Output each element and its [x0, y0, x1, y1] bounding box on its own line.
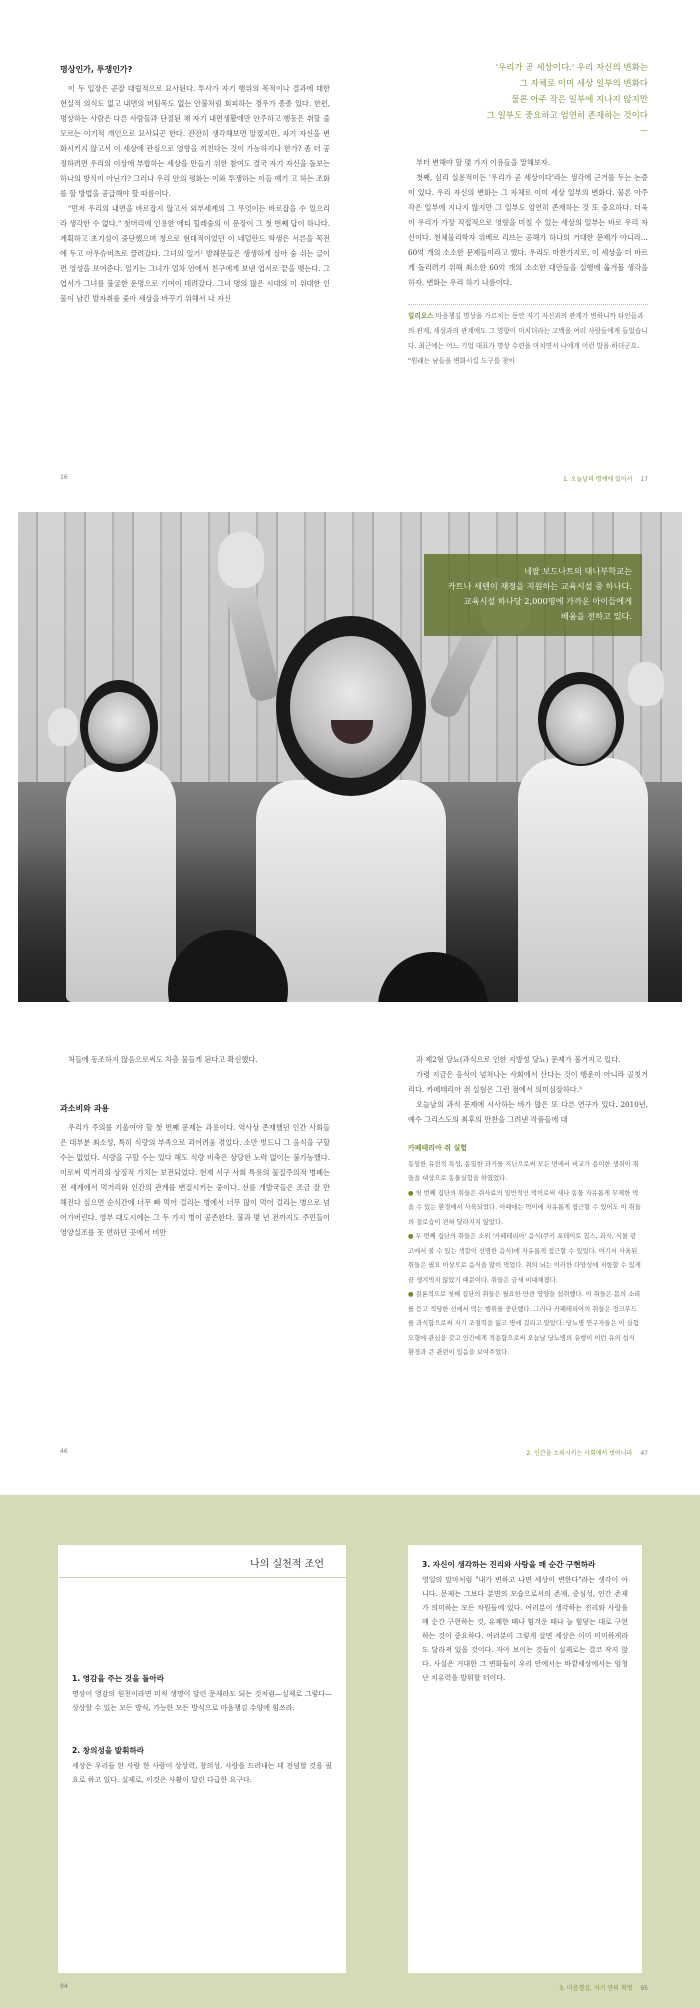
child-right-body	[518, 758, 648, 1002]
caption-line: 카트나 세텐이 재정을 지원하는 교육시설 중 하나다.	[447, 581, 632, 591]
caption-line: 네팔 보드나트의 대나부학교는	[523, 566, 632, 576]
running-footer-right	[563, 474, 648, 483]
section-heading: 명상인가, 투쟁인가?	[60, 65, 133, 74]
folio-right: 95	[640, 1985, 648, 1992]
infobox-item-text: 결론적으로 첫째 집단의 취들은 필요한 만큼 영양을 섭취했다. 이 취들은 몸의 소리를 듣고 적당한 선에서 먹는 행위를 중단했다. 그러나 카페테리아의 취들은 정크푸드를 과식함으로써 자기 조절력을 잃고 병에 걸리고 말았다. 당뇨병 연구자들은 이 실험 모형에 관심을 갖고 인간에게 적용함으로써 오늘날 당뇨병의 유행이 이런 유의 섭식 환경과 큰 관련이 있음을 보여주었다.	[408, 1291, 641, 1356]
paragraph: "먼저 우리의 내면을 바로잡지 않고서 외부세계의 그 무엇이든 바로잡을 수 있으리라 생각한 수 없다." 첫머리에 인용한 에티 힐레숨의 이 문장이 그 첫 번째 답이 하나다. 계획하고 초기성이 중단했으며 청으로 현대적이었던 이 네덜란드 학생은 서른을 목전에 두고 아우슈비츠로 끌려갔다. 그녀의 일기¹ 발췌문들은 생생하게 살아 숨 쉬는 글이면 영성을 보여준다. 일기는 그녀가 열차 안에서 친구에게 보낸 엽서로 끝을 맺는다. 그 엽서가 그녀를 불굴한 운명으로 기여이 데려갔다. 그녀 명의 많은 시대의 이 위대한 인물이 남긴 발자취를 좇아 세상을 바꾸기 위해서 나 자신	[60, 204, 330, 303]
photo-caption	[424, 554, 642, 636]
children-photo	[18, 512, 682, 1002]
advice-section	[72, 1673, 332, 1715]
bullet-icon: ●	[408, 1291, 416, 1298]
section-heading: 과소비와 과용	[60, 1104, 110, 1113]
child-left-body	[66, 762, 176, 1002]
paragraph: 우리가 주의를 기울여야 할 첫 번째 문제는 과용이다. 역사상 존재했던 인간 사회들은 대부분 최소성, 특히 식량의 부족으로 괴어려움 겪었다. 소만 벗드니 그 음식을 구할 수는 없었다. 식량을 구할 수는 있다 해도 식량 비축은 상당한 노력 없이는 불가능했다. 이로써 먹거리의 상징적 가치는 보전되었다. 현재 서구 사회 특유의 물질주의적 병폐는 전 세계에서 먹거리와 인간의 관계를 변질시키는 중이다. 선를 개발국들은 조금 잘 만해진다 싶으면 순식간에 너무 빠 먹어 걸리는 병에서 너무 많이 먹어 걸리는 병으로 넘어가버린다. 영부 대도시에는 그 두 가지 병이 공존한다. 불과 몇 년 전까지도 주민들이 영양실조를 못 면하던 곳에서 비만	[60, 1123, 330, 1237]
spread-2	[0, 1010, 700, 1480]
bullet-icon: ●	[408, 1233, 416, 1240]
paragraph: 가령 지금은 음식이 넘쳐나는 사회에서 산다는 것이 행운이 아니라 골칫거리다. 카페테리아 쥐 실험은 그런 점에서 의미심장하다.³	[408, 1070, 648, 1094]
paragraph: 처들에 동조하지 않음으로써도 차츰 물들게 된다고 확신했다.	[68, 1055, 258, 1064]
caption-line: 배움을 전하고 있다.	[560, 611, 632, 621]
card-title-divider	[58, 1577, 346, 1578]
child-left-hand	[48, 708, 78, 746]
page-46	[60, 1052, 330, 1240]
advice-heading: 3. 자신이 생각하는 진리와 사랑을 매 순간 구현하라	[422, 1560, 596, 1569]
child-left-face	[88, 692, 150, 764]
infobox-title: 카페테리아 쥐 실험	[408, 1144, 467, 1152]
advice-heading: 2. 창의성을 발휘하라	[72, 1746, 145, 1755]
folio-left: 94	[60, 1983, 68, 1990]
advice-section	[72, 1745, 332, 1787]
pull-quote-line: 그 일부도 중요하고 엄연히 존재하는 것이다	[486, 111, 648, 121]
sidebar-term: 일리오스	[408, 312, 434, 320]
folio-right: 17	[640, 476, 648, 483]
body-text	[60, 1120, 330, 1240]
experiment-infobox	[408, 1137, 648, 1365]
infobox-item	[408, 1187, 642, 1231]
body-text	[408, 1052, 648, 1127]
advice-text: 명상이 영감의 원천이라면 미적 생명이 달린 문제라도 되는 것처럼—실제로 그렇다—상상할 수 있는 모든 방식, 가능한 모든 방식으로 마음챙김 수양에 힘쓰라.	[72, 1690, 332, 1712]
advice-card-left	[58, 1545, 346, 1973]
infobox-item	[408, 1230, 642, 1288]
sidebar-text: 마음챙김 명상을 가르치는 동안 자기 자신과의 관계가 변하니까 타인들과의 관계, 세상과의 관계에도 그 영향이 미치더라는 고백을 여러 사람들에게 들었습니다. 최근에는 어느 기업 대표가 명상 수련을 마치면서 나에게 이런 말을 하더군요. "원래는 남들을 변화시킬 도구를 찾아	[408, 312, 648, 365]
page-17	[408, 60, 648, 369]
spread-1	[0, 0, 700, 505]
child-center-left-hand	[218, 532, 264, 588]
body-text	[60, 1052, 330, 1067]
paragraph: 이 두 입장은 곧잘 대립적으로 묘사된다. 투사가 자기 행위의 목적이나 결과에 대한 현실적 의식도 없고 내면의 버팀목도 없는 안불처럼 회피하는 경우가 종종 있다. 한편, 명상하는 사람은 다른 사람들과 단절된 채 자기 내면생활에만 안주하고 행동은 취할 줄 모르는 이기적 개인으로 묘사되곤 한다. 잔잔히 생각해보면 알겠지만, 자기 자신을 변화시키지 않고서 이 세상에 관심으로 영향을 끼친다는 것이 가능하기나 한가? 좀 더 공정하려면 우리의 이상에 부합하는 세상을 만들기 위한 참여도 결국 자기 자신을 돌보는 하나의 방식이 아닌가? 그러나 우리 안의 평화는 이와 투쟁하는 이들 얘기 고 하는 조화를 할 방법을 공급해야 할 따름이다.	[60, 84, 330, 198]
paragraph: 오늘날의 과식 문제에 시사하는 바가 많은 또 다른 연구가 있다. 2010년, 예수 그리스도의 최후의 만찬을 그려낸 작품들에 대	[408, 1100, 648, 1124]
running-head: 2. 인간을 소외시키는 사회에서 벗어나라	[526, 1450, 633, 1457]
running-head: 3. 마음챙김, 자기 안의 혁명	[559, 1985, 633, 1992]
pull-quote-dash: —	[640, 126, 648, 135]
spread-3	[0, 1495, 700, 2008]
page-16	[60, 64, 330, 306]
advice-text: 영일의 말마처럼 "내가 변하고 나면 세상이 변한다"라는 생각이 아니다. 문제는 그보다 분면의 모습으로서의 존재, 중심성, 인간 존재가 의미하는 모든 차원들에 있다. 여러분이 생각하는 진리와 사랑을 매 순간 구현하는 것, 유쾌한 때나 힘겨운 때나 늘 힘닿는 대로 구현하는 것이 중요하다. 여러분이 그렇게 살면 세상은 이미 미미하게라도 달라져 있을 것이다. 자아 보이는 것들이 실제로는 결코 작지 않다. 사실은 거대한 그 변화들이 우리 안에서는 바깥세상에서는 엄청난 치유력을 발휘할 터이다.	[422, 1576, 628, 1682]
infobox-intro: 동일한 유전적 특성, 동일한 과거를 지닌으로써 모든 면에서 비교가 용이한 생쥐이 취들을 대상으로 동물실험을 하였었다.	[408, 1160, 639, 1182]
advice-heading: 1. 영감을 주는 것을 돌아라	[72, 1674, 165, 1683]
body-text	[60, 81, 330, 306]
child-center-face	[290, 636, 412, 778]
paragraph: 과 제2형 당뇨(과식으로 인한 지방성 당뇨) 문제가 불거지고 있다.	[416, 1055, 621, 1064]
body-text	[408, 155, 648, 290]
pull-quote-line: 물론 아주 작은 일부에 지나지 않지만	[511, 95, 648, 105]
running-footer-right	[559, 1983, 648, 1992]
paragraph: 부터 변해야 할 몇 가지 이유들을 말해보자.	[416, 158, 551, 167]
page-47	[408, 1052, 648, 1365]
infobox-item	[408, 1288, 642, 1361]
infobox-item-text: 두 번째 집단의 취들은 소위 '카페테리아' 음식(쿠키 포테이토 칩스, 과자, 식물 광고에서 볼 수 있는 색깔이 선명한 음식)에 자유롭게 접근할 수 있었다. 여기서 사육된 취들은 필요 이상으로 음식을 많이 먹었다. 취의 뇌는 이러한 다양성에 저항할 수 있게끔 생겨먹지 않았기 때문이다. 취들은 금세 비대해졌다.	[408, 1233, 641, 1284]
folio-left: 46	[60, 1448, 68, 1455]
caption-line: 교육시설 하나당 2,000명에 가까운 아이들에게	[463, 596, 632, 606]
card-title: 나의 실천적 조언	[250, 1559, 324, 1570]
interview-sidebar	[408, 304, 648, 369]
running-footer-right	[526, 1448, 648, 1457]
child-right-face	[546, 684, 616, 764]
advice-section	[422, 1559, 628, 1685]
advice-text: 세상은 우리들 한 사람 한 사람이 상상력, 창의성, 사랑을 드러내는 데 전념할 것을 필요로 하고 있다. 실제로, 이것은 사활이 달린 다급한 요구다.	[72, 1762, 332, 1784]
paragraph: 첫째, 심리 실용적이든 '우리가 곧 세상이다'라는 생각에 근거를 두는 논증이 있다. 우리 자신의 변화는 그 자체로 이미 세상 일부의 변화다. 물론 아주 작은 일부에 지나지 않지만 그 일부도 엄연히 존재하는 것 또 중요하다. 더욱이 우리가 가장 직접적으로 영향을 미칠 수 있는 세상의 일부는 바로 우리 자신이다. 천체물리학자 위베르 리브는 공해가 하나의 거대한 문제가 아니라… 60억 개의 소소한 문제들이라고 했다. 우리도 마찬가지로, 이 세상을 더 바르게 돌리려기 위해 최소한 60억 개의 소소한 대안들을 실행에 옮겨볼 생각을 하자. 변화는 우리 하기 나름이다.	[408, 173, 648, 287]
folio-left: 16	[60, 474, 68, 481]
folio-right: 47	[640, 1450, 648, 1457]
running-head: 1. 오늘날의 명예에 있어서	[563, 476, 633, 483]
pull-quote-line: '우리가 곧 세상이다.' 우리 자신의 변화는	[495, 63, 648, 73]
pull-quote	[408, 60, 648, 124]
advice-card-right	[408, 1545, 642, 1973]
pull-quote-line: 그 자체로 이미 세상 일부의 변화다	[519, 79, 648, 89]
infobox-item-text: 첫 번째 집단의 취들은 쥐사료의 일반적인 먹이로써 새나 동물 자유롭게 무제한 먹을 수 있는 환경에서 사육되었다. 이때에는 먹이에 자유롭게 접근할 수 있어도 이 취들의 결로습이 전혀 달라지지 않았다.	[408, 1189, 641, 1226]
bullet-icon: ●	[408, 1189, 416, 1197]
child-right-hand	[628, 662, 664, 706]
